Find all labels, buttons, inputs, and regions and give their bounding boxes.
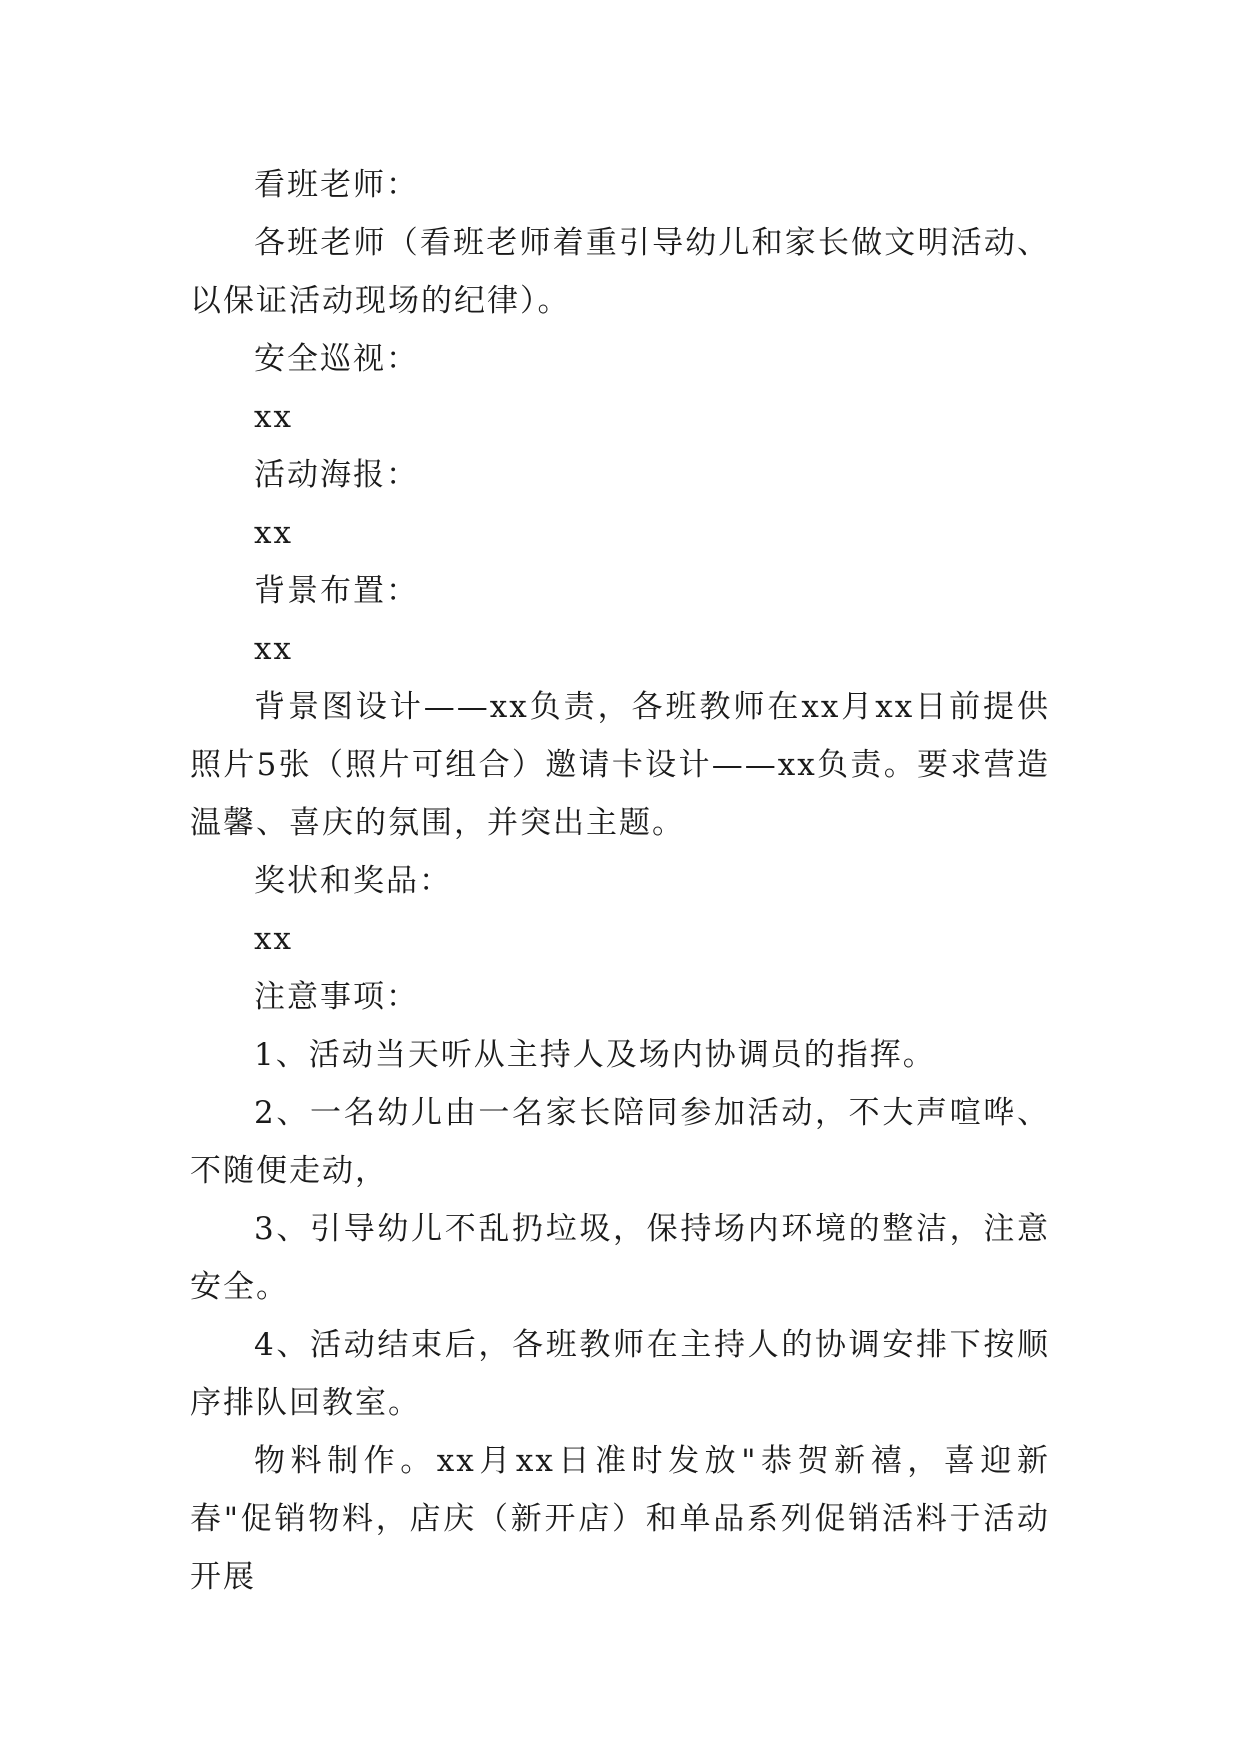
paragraph: 1、活动当天听从主持人及场内协调员的指挥。: [254, 1037, 936, 1073]
paragraph: 2、一名幼儿由一名家长陪同参加活动，不大声喧哗、不随便走动，: [190, 1095, 1050, 1189]
paragraph: 看班老师：: [254, 167, 419, 203]
document-body: [190, 156, 1050, 1606]
paragraph: 4、活动结束后，各班教师在主持人的协调安排下按顺序排队回教室。: [190, 1327, 1050, 1421]
paragraph: 奖状和奖品：: [254, 863, 452, 899]
paragraph: xx: [254, 921, 293, 957]
paragraph: xx: [254, 399, 293, 435]
paragraph: xx: [254, 631, 293, 667]
paragraph: 背景图设计——xx负责，各班教师在xx月xx日前提供照片5张（照片可组合）邀请卡设计——xx负责。要求营造温馨、喜庆的氛围，并突出主题。: [190, 689, 1050, 841]
paragraph: 各班老师（看班老师着重引导幼儿和家长做文明活动、以保证活动现场的纪律）。: [190, 225, 1050, 319]
paragraph: xx: [254, 515, 293, 551]
paragraph: 活动海报：: [254, 457, 419, 493]
paragraph: 安全巡视：: [254, 341, 419, 377]
paragraph: 背景布置：: [254, 573, 419, 609]
paragraph: 3、引导幼儿不乱扔垃圾，保持场内环境的整洁，注意安全。: [190, 1211, 1050, 1305]
paragraph: 注意事项：: [254, 979, 419, 1015]
paragraph: 物料制作。xx月xx日准时发放"恭贺新禧，喜迎新春"促销物料，店庆（新开店）和单品系列促销活料于活动开展: [190, 1443, 1050, 1595]
